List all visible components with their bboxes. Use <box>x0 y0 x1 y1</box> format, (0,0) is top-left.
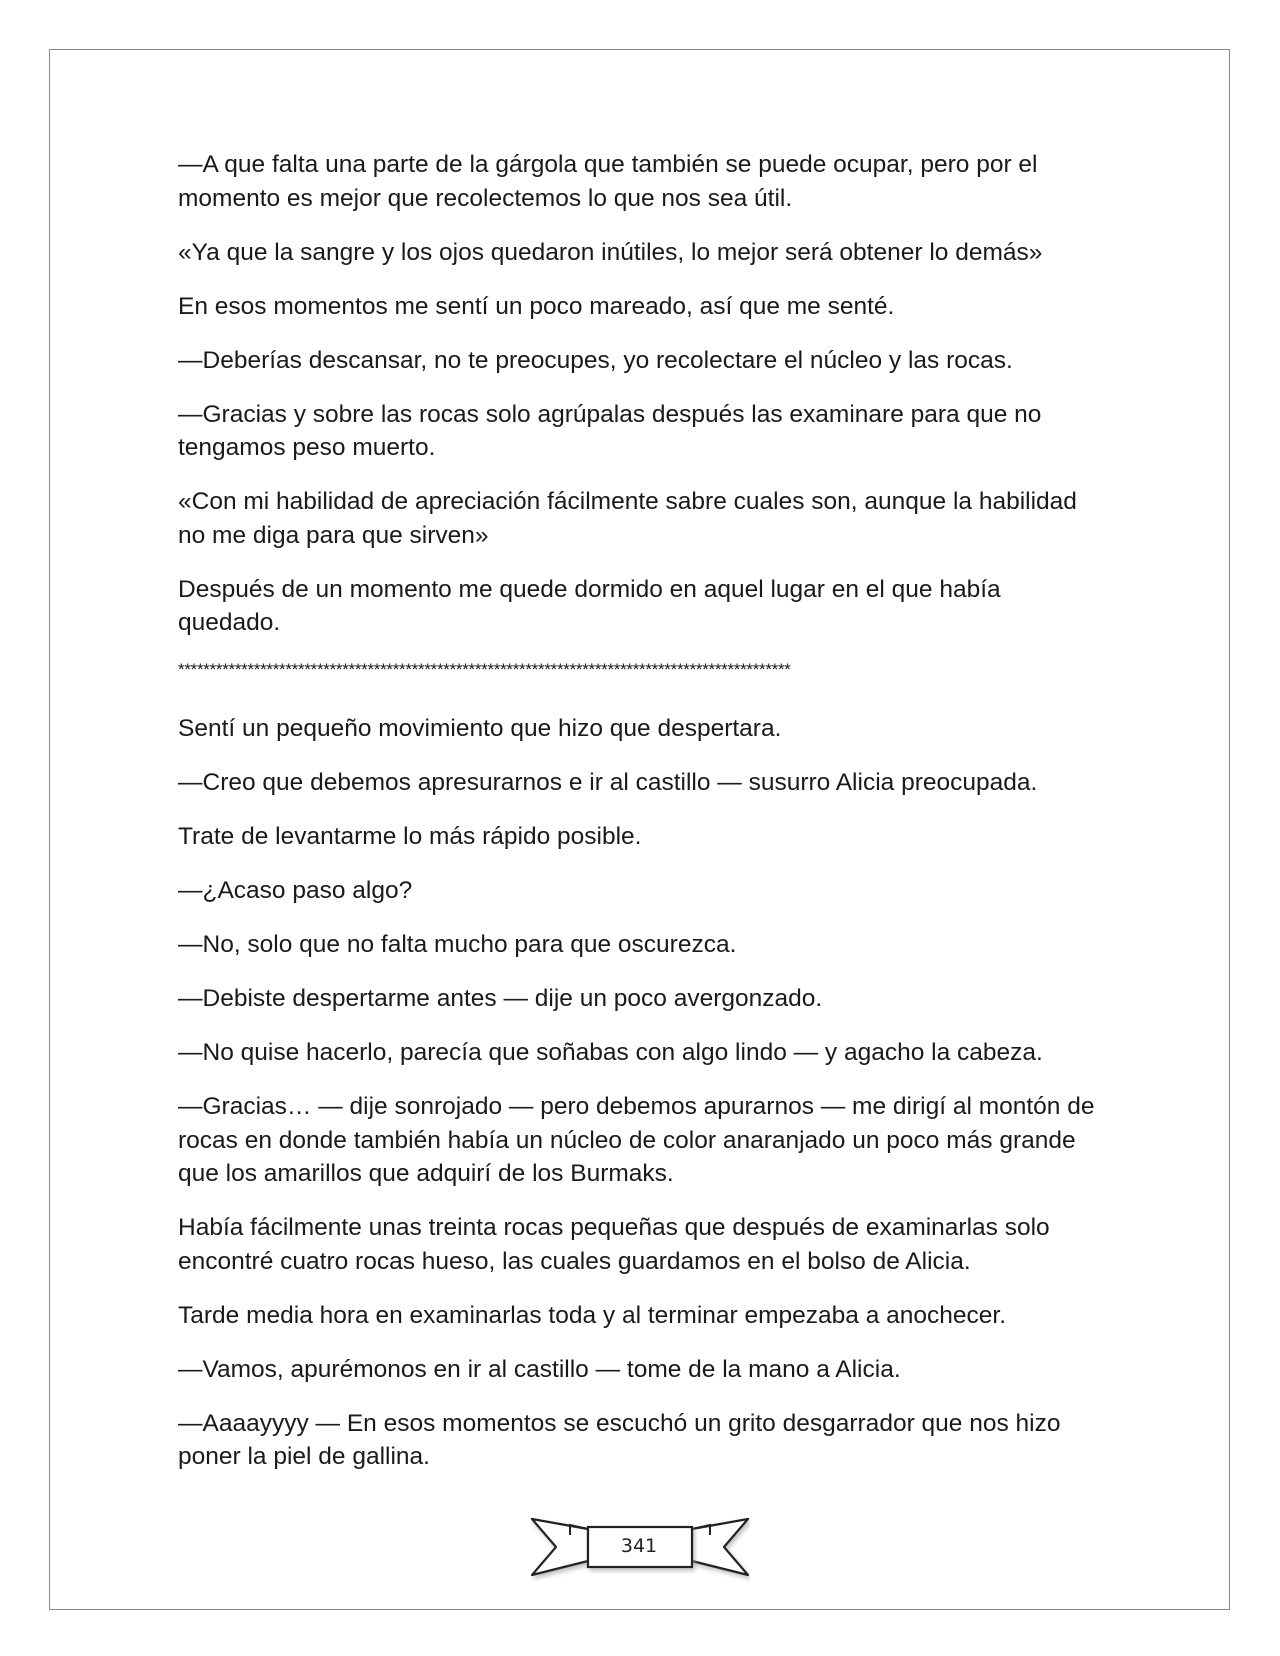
paragraph: Después de un momento me quede dormido en aquel lugar en el que había quedado. <box>178 575 1001 636</box>
page-number: 341 <box>620 1535 658 1557</box>
paragraph: «Con mi habilidad de apreciación fácilmente sabre cuales son, aunque la habilidad no me diga para que sirven» <box>178 488 1077 549</box>
paragraph: —Creo que debemos apresurarnos e ir al castillo — susurro Alicia preocupada. <box>178 769 1038 796</box>
paragraph: En esos momentos me sentí un poco mareado, así que me senté. <box>178 292 895 320</box>
paragraph: «Ya que la sangre y los ojos quedaron inútiles, lo mejor será obtener lo demás» <box>178 238 1043 266</box>
paragraph: —No, solo que no falta mucho para que oscurezca. <box>178 931 737 958</box>
page-number-banner <box>530 1515 750 1585</box>
paragraph: —Vamos, apurémonos en ir al castillo — tome de la mano a Alicia. <box>178 1355 901 1383</box>
paragraph: Tarde media hora en examinarlas toda y al terminar empezaba a anochecer. <box>178 1301 1007 1329</box>
paragraph: —¿Acaso paso algo? <box>178 877 413 904</box>
paragraph: —Debiste despertarme antes — dije un poco avergonzado. <box>178 985 823 1012</box>
paragraph: Trate de levantarme lo más rápido posible. <box>178 823 642 850</box>
scene-separator: ************************************************************************************************* <box>178 660 791 679</box>
paragraph: —A que falta una parte de la gárgola que también se puede ocupar, pero por el momento es mejor que recolectemos lo que nos sea útil. <box>178 151 1038 212</box>
paragraph: —Gracias… — dije sonrojado — pero debemos apurarnos — me dirigí al montón de rocas en donde también había un núcleo de color anaranjado un poco más grande que los amarillos que adquirí de los Burmaks. <box>178 1093 1095 1187</box>
paragraph: Había fácilmente unas treinta rocas pequeñas que después de examinarlas solo encontré cuatro rocas hueso, las cuales guardamos en el bolso de Alicia. <box>178 1214 1050 1275</box>
text-body <box>178 148 1108 1494</box>
paragraph: —Deberías descansar, no te preocupes, yo recolectare el núcleo y las rocas. <box>178 346 1013 374</box>
paragraph: Sentí un pequeño movimiento que hizo que despertara. <box>178 715 782 742</box>
paragraph: —No quise hacerlo, parecía que soñabas con algo lindo — y agacho la cabeza. <box>178 1039 1043 1066</box>
paragraph: —Aaaayyyy — En esos momentos se escuchó un grito desgarrador que nos hizo poner la piel de gallina. <box>178 1409 1061 1470</box>
paragraph: —Gracias y sobre las rocas solo agrúpalas después las examinare para que no tengamos peso muerto. <box>178 400 1042 461</box>
